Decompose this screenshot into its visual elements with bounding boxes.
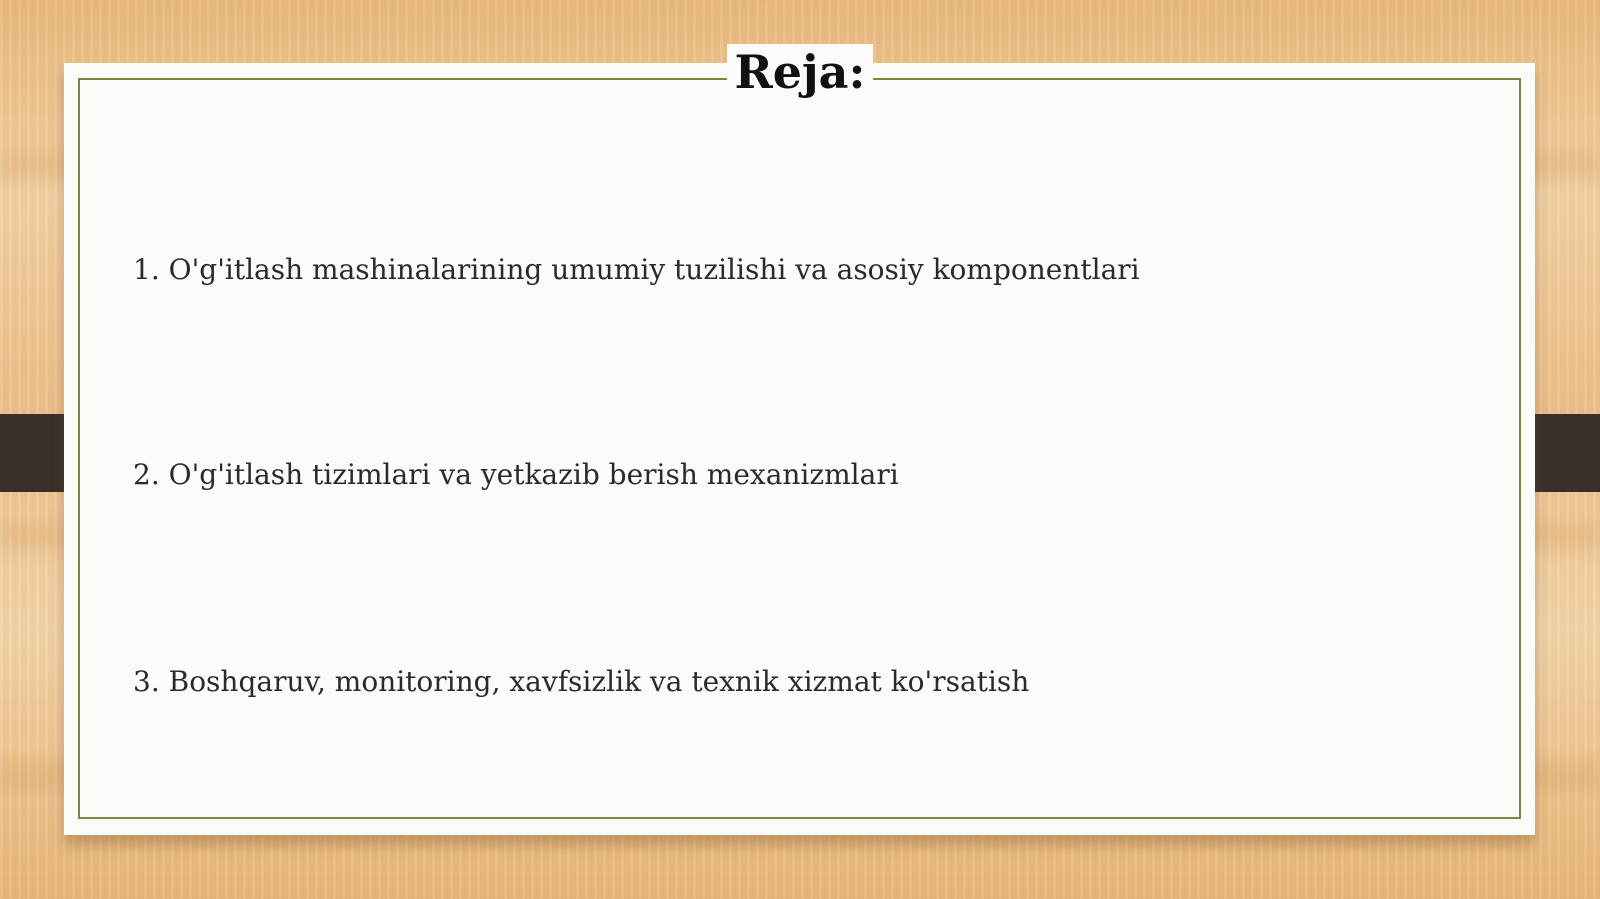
- slide-card: [64, 63, 1535, 835]
- plan-item-3: 3. Boshqaruv, monitoring, xavfsizlik va texnik xizmat ko'rsatish: [133, 665, 1030, 698]
- plan-item-2: 2. O'g'itlash tizimlari va yetkazib berish mexanizmlari: [133, 458, 899, 491]
- title-wrap: [0, 44, 1600, 100]
- slide-title: Reja:: [727, 44, 874, 100]
- plan-item-1: 1. O'g'itlash mashinalarining umumiy tuzilishi va asosiy komponentlari: [133, 253, 1140, 286]
- slide-frame: [78, 78, 1521, 819]
